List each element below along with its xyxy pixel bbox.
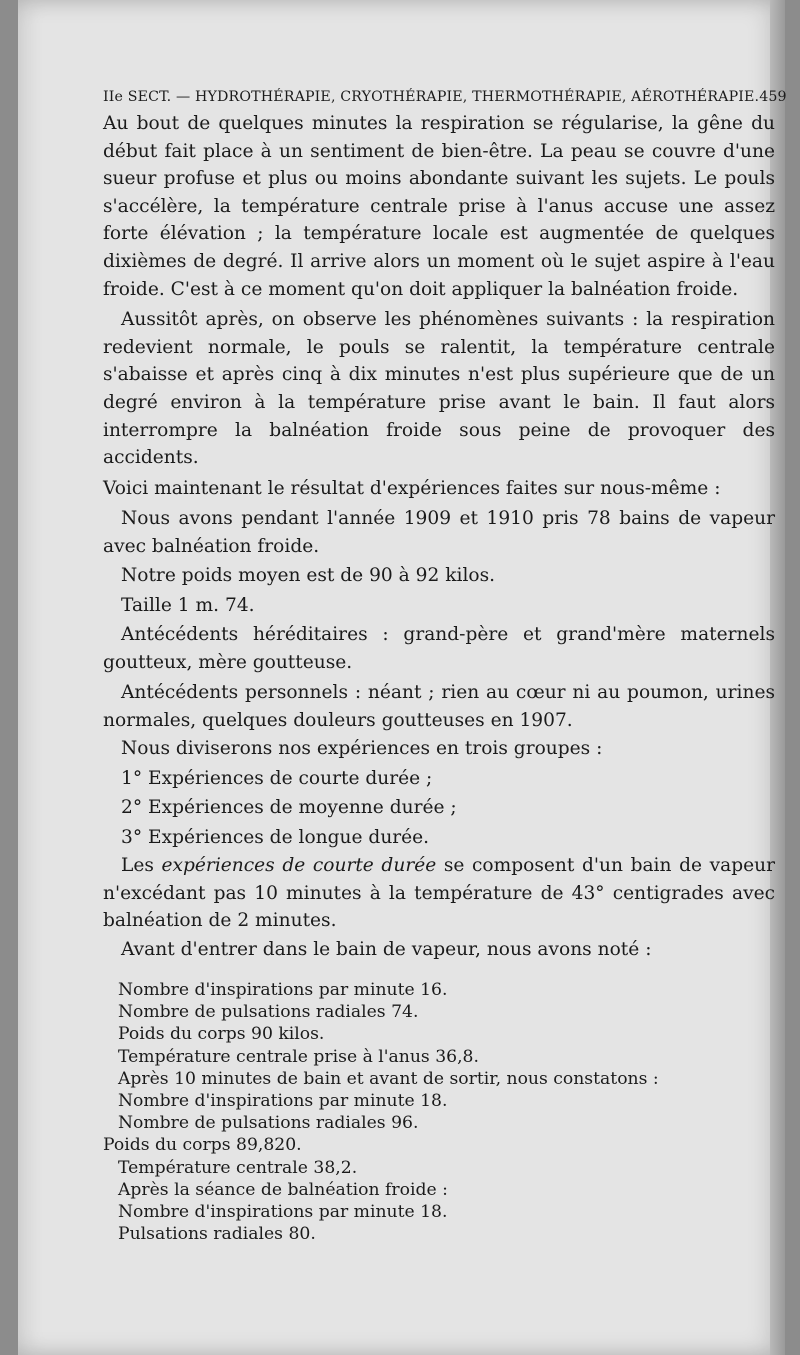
paragraph-sudation: Au bout de quelques minutes la respiration se régularise, la gêne du début fait place à un sentiment de bien-être. La peau se couvre d'une sueur profuse et plus ou moins abondante suivant les sujets. Le pouls s'accélère, la température centrale prise à l'anus accuse une assez forte élévation ; la température locale est augmentée de quelques dixièmes de degré. Il arrive alors un moment où le sujet aspire à l'eau froide. C'est à ce moment qu'on doit appliquer la balnéation froide. <box>103 113 775 300</box>
measurement-line: Nombre de pulsations radiales 96. <box>118 1113 419 1134</box>
measurement-line: Après la séance de balnéation froide : <box>118 1179 448 1200</box>
courte-lead: Les <box>121 854 162 876</box>
line-taille: Taille 1 m. 74. <box>121 594 255 616</box>
page-number: 459 <box>759 89 787 105</box>
paragraph-courte-duree <box>103 852 775 935</box>
line-poids-moyen: Notre poids moyen est de 90 à 92 kilos. <box>121 564 496 586</box>
paragraph-balneation: Aussitôt après, on observe les phénomènes suivants : la respiration redevient normale, le pouls se ralentit, la température centrale s'abaisse et après cinq à dix minutes n'est plus supérieure que de un degré environ à la température prise avant le bain. Il faut alors interrompre la balnéation froide sous peine de provoquer des accidents. <box>103 309 775 469</box>
paragraph-antecedents-personnels: Antécédents personnels : néant ; rien au cœur ni au poumon, urines normales, quelques douleurs goutteuses en 1907. <box>103 682 775 731</box>
courte-emphasis: expériences de courte durée <box>161 854 437 876</box>
measurement-line: Poids du corps 90 kilos. <box>118 1024 325 1045</box>
paragraph-resultats: Voici maintenant le résultat d'expériences faites sur nous-même : <box>103 477 721 499</box>
running-header <box>103 84 787 110</box>
measurement-line: Pulsations radiales 80. <box>118 1224 316 1245</box>
group-item: 3° Expériences de longue durée. <box>121 826 430 848</box>
groups-intro: Nous diviserons nos expériences en trois groupes : <box>121 738 603 760</box>
line-avant-bain: Avant d'entrer dans le bain de vapeur, nous avons noté : <box>121 938 652 960</box>
measurement-line: Nombre d'inspirations par minute 16. <box>118 979 448 1000</box>
measurement-line: Nombre d'inspirations par minute 18. <box>118 1201 448 1222</box>
measurement-line: Température centrale prise à l'anus 36,8. <box>118 1046 479 1067</box>
group-item: 2° Expériences de moyenne durée ; <box>121 797 457 819</box>
measurements-list <box>103 979 775 1245</box>
measurement-line: Après 10 minutes de bain et avant de sortir, nous constatons : <box>118 1068 659 1089</box>
measurement-line: Poids du corps 89,820. <box>103 1135 302 1156</box>
measurement-line: Température centrale 38,2. <box>118 1157 358 1178</box>
measurement-line: Nombre de pulsations radiales 74. <box>118 1002 419 1023</box>
paragraph-antecedents-hereditaires: Antécédents héréditaires : grand-père et grand'mère maternels goutteux, mère goutteuse. <box>103 623 775 673</box>
book-page <box>18 0 785 1355</box>
measurement-line: Nombre d'inspirations par minute 18. <box>118 1090 448 1111</box>
group-item: 1° Expériences de courte durée ; <box>121 767 433 789</box>
section-title: IIe SECT. — HYDROTHÉRAPIE, CRYOTHÉRAPIE, THERMOTHÉRAPIE, AÉROTHÉRAPIE. <box>103 89 760 105</box>
page-content <box>103 84 787 1245</box>
courte-rest: se composent d'un bain de vapeur n'excédant pas 10 minutes à la température de 43° centigrades avec balnéation de 2 minutes. <box>103 854 775 932</box>
paragraph-bains: Nous avons pendant l'année 1909 et 1910 pris 78 bains de vapeur avec balnéation froide. <box>103 508 775 557</box>
